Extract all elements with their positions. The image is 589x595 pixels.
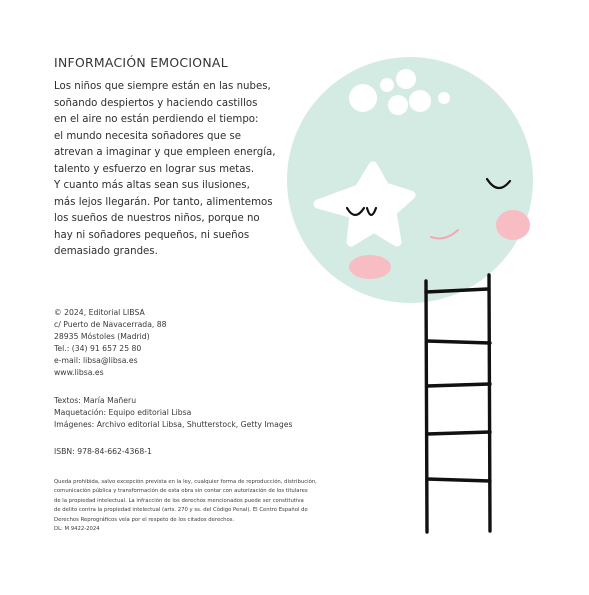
ladder-rung xyxy=(427,479,490,481)
emotional-info-paragraph xyxy=(54,79,314,261)
legal-line: de delito contra la propiedad intelectual (arts. 270 y ss. del Código Penal). El Centro Español de xyxy=(54,507,308,514)
ladder-rail-right xyxy=(489,275,490,531)
copyright: © 2024, Editorial LIBSA xyxy=(54,308,145,317)
credit-images: Imágenes: Archivo editorial Libsa, Shutterstock, Getty Images xyxy=(54,420,293,429)
phone: Tel.: (34) 91 657 25 80 xyxy=(54,344,142,353)
moon-spot xyxy=(396,69,416,89)
legal-line: DL: M 9422-2024 xyxy=(54,526,100,533)
star-cheek xyxy=(349,255,391,279)
text-line: más lejos llegarán. Por tanto, alimentemos xyxy=(54,196,273,208)
ladder-rail-left xyxy=(426,281,427,532)
legal-line: Derechos Reprográficos vela por el respeto de los citados derechos. xyxy=(54,516,235,523)
text-line: Los niños que siempre están en las nubes, xyxy=(54,81,271,92)
text-line: atrevan a imaginar y que empleen energía, xyxy=(54,147,276,158)
moon xyxy=(287,57,533,303)
text-line: el mundo necesita soñadores que se xyxy=(54,130,242,142)
website: www.libsa.es xyxy=(54,368,104,377)
legal-line: comunicación pública y transformación de esta obra sin contar con autorización de los titulares xyxy=(54,488,308,495)
ladder-rung xyxy=(427,432,490,434)
isbn xyxy=(54,446,152,458)
legal-line: Queda prohibida, salvo excepción prevista en la ley, cualquier forma de reproducción, distribución, xyxy=(54,479,317,485)
legal-line: de la propiedad intelectual. La infracción de los derechos mencionados puede ser constitutiva xyxy=(54,497,304,504)
address-street: c/ Puerto de Navacerrada, 88 xyxy=(54,320,167,329)
publisher-info xyxy=(54,307,167,379)
text-line: en el aire no están perdiendo el tiempo: xyxy=(54,114,259,125)
ladder xyxy=(426,275,490,532)
moon-spot xyxy=(380,78,394,92)
address-city: 28935 Móstoles (Madrid) xyxy=(54,332,150,341)
text-line: soñando despiertos y haciendo castillos xyxy=(54,97,258,109)
email: e-mail: libsa@libsa.es xyxy=(54,356,138,365)
credits xyxy=(54,395,292,431)
moon-spot xyxy=(438,92,450,104)
credit-layout: Maquetación: Equipo editorial Libsa xyxy=(54,408,192,417)
moon-spot xyxy=(388,95,408,115)
text-line: hay ni soñadores pequeños, ni sueños xyxy=(54,229,250,241)
section-heading: INFORMACIÓN EMOCIONAL xyxy=(54,55,228,70)
legal-notice xyxy=(54,478,317,534)
ladder-rung xyxy=(427,341,490,343)
credit-texts: Textos: María Mañeru xyxy=(54,396,137,405)
isbn-text: ISBN: 978-84-662-4368-1 xyxy=(54,447,152,456)
moon-spot xyxy=(409,90,431,112)
text-line: talento y esfuerzo en lograr sus metas. xyxy=(54,163,255,175)
moon-spot xyxy=(349,84,377,112)
text-line: los sueños de nuestros niños, porque no xyxy=(54,213,260,224)
ladder-rung xyxy=(427,384,490,386)
text-line: Y cuanto más altas sean sus ilusiones, xyxy=(54,180,250,191)
text-line: demasiado grandes. xyxy=(54,246,158,257)
moon-cheek xyxy=(496,210,530,240)
